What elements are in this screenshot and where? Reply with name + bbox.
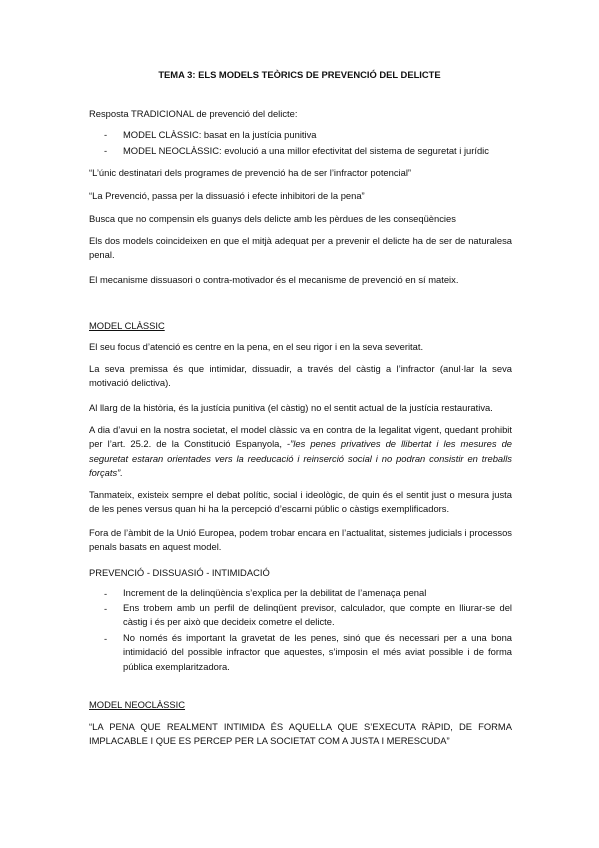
classic-paragraph: Al llarg de la història, és la justícia punitiva (el càstig) no el sentit actual de la justícia restaurativa. [89,402,493,413]
intro-paragraph: El mecanisme dissuasori o contra-motivador és el mecanisme de prevenció en sí mateix. [89,274,459,285]
section-heading: MODEL NEOCLÀSSIC [89,699,186,710]
section-heading: MODEL CLÀSSIC [89,320,165,331]
classic-paragraph: El seu focus d’atenció es centre en la pena, en el seu rigor i en la seva severitat. [89,341,424,352]
page-title: TEMA 3: ELS MODELS TEÒRICS DE PREVENCIÓ DEL DELICTE [158,69,441,80]
classic-paragraph: Tanmateix, existeix sempre el debat polític, social i ideològic, de quin és el sentit just o mesura justa de les penes versus quan hi ha la percepció d’escarni públic o càstigs exemplificadors. [89,489,512,515]
bullet-dash: - [104,145,108,156]
classic-paragraph: La seva premissa és que intimidar, dissuadir, a través del càstig a l’infractor (anul·lar la seva motivació delictiva). [89,363,512,389]
constitution-quote: ”les penes privatives de llibertat i les mesures de seguretat estaran orientades vers la reeducació i reinserció social i no podran consistir en treballs forçats”. [89,438,512,479]
bullet-dash: - [104,129,108,140]
intro-bullet: MODEL CLÀSSIC: basat en la justícia punitiva [123,129,317,140]
intro-quote: “La Prevenció, passa per la dissuasió i efecte inhibitori de la pena” [89,190,365,201]
classic-bullet: No només és important la gravetat de les penes, sinó que és necessari per a una bona intimidació del possible infractor que aquestes, s’imposin el més aviat possible i de forma pública exemplaritzadora. [123,632,512,672]
bullet-dash: - [104,588,108,599]
subheading: PREVENCIÓ - DISSUASIÓ - INTIMIDACIÓ [89,567,270,578]
neo-quote: “LA PENA QUE REALMENT INTIMIDA ÉS AQUELLA QUE S’EXECUTA RÀPID, DE FORMA IMPLACABLE I QUE ES PERCEP PER LA SOCIETAT COM A JUSTA I MERESCUDA” [89,721,512,747]
classic-paragraph: Fora de l’àmbit de la Unió Europea, podem trobar encara en l’actualitat, sistemes judicials i processos penals basats en aquest model. [89,527,512,553]
classic-bullet: Increment de la delinqüència s’explica per la debilitat de l’amenaça penal [123,587,427,598]
intro-paragraph: Els dos models coincideixen en que el mitjà adequat per a prevenir el delicte ha de ser de naturalesa penal. [89,235,512,261]
intro-bullet: MODEL NEOCLÀSSIC: evolució a una millor efectivitat del sistema de seguretat i jurídic [123,145,489,156]
classic-bullet: Ens trobem amb un perfil de delinqüent previsor, calculador, que compte en lliurar-se del càstig i és per això que decideix cometre el delicte. [123,602,512,628]
classic-paragraph-constitution [89,423,512,481]
intro-quote: “L’únic destinatari dels programes de prevenció ha de ser l’infractor potencial” [89,167,412,178]
intro-paragraph: Busca que no compensin els guanys dels delicte amb les pèrdues de les conseqüències [89,213,456,224]
intro-lead: Resposta TRADICIONAL de prevenció del delicte: [89,108,298,119]
bullet-dash: - [104,603,108,614]
bullet-dash: - [104,633,108,644]
classic-text: A dia d’avui en la nostra societat, el model clàssic va en contra de la legalitat vigent, quedant prohibit per l’art. 25.2. de la Constitució Espanyola, - [89,424,512,450]
